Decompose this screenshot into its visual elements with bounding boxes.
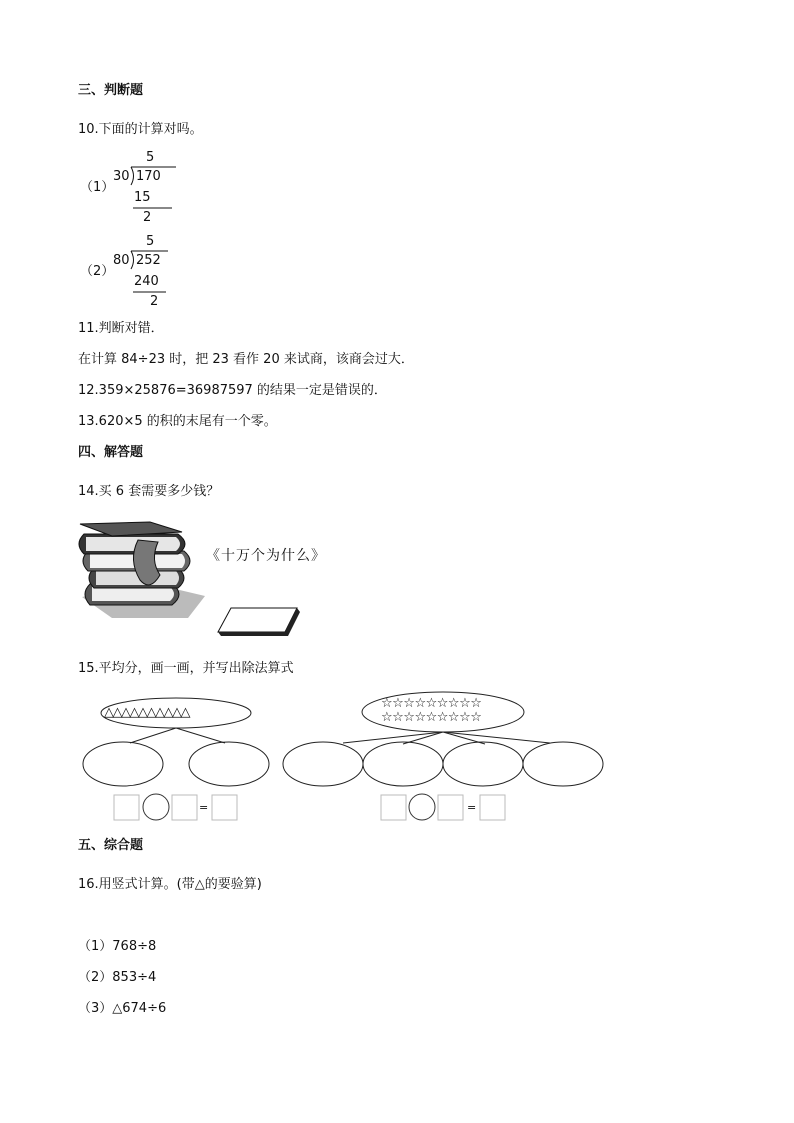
answer-box-right-1: [381, 795, 406, 820]
division-1-divisor: 30: [113, 169, 130, 184]
division-1-product: 15: [134, 190, 151, 205]
group-oval-c: [443, 742, 523, 786]
calc-item-2: （2）853÷4: [78, 970, 157, 985]
division-2-quotient: 5: [146, 234, 155, 249]
triangles-set: △△△△△△△△△△: [104, 705, 189, 720]
operator-circle-left: [143, 794, 169, 820]
question-11: 11.判断对错．: [78, 321, 164, 336]
books-stack-icon: [79, 522, 205, 618]
equals-sign-left: =: [199, 801, 209, 814]
question-14: 14.买 6 套需要多少钱？: [78, 484, 220, 499]
answer-box-right-2: [438, 795, 463, 820]
group-oval-d: [523, 742, 603, 786]
division-1-label: （1）: [80, 180, 115, 195]
right-division-diagram: [283, 692, 603, 820]
price-tag-icon: [218, 608, 300, 636]
calc-item-3: （3）△674÷6: [78, 1001, 167, 1016]
triangles-oval: [101, 698, 251, 728]
section-title-comprehensive: 五、综合题: [78, 838, 144, 853]
question-11-detail: 在计算 84÷23 时，把 23 看作 20 来试商，该商会过大．: [78, 352, 414, 367]
stars-row-1: ☆☆☆☆☆☆☆☆☆: [381, 696, 482, 711]
operator-circle-right: [409, 794, 435, 820]
answer-box-left-2: [172, 795, 197, 820]
division-2-label: （2）: [80, 264, 115, 279]
section-title-answer: 四、解答题: [78, 445, 144, 460]
stars-oval: [362, 692, 524, 732]
group-oval-b: [363, 742, 443, 786]
section-title-judgment: 三、判断题: [78, 83, 144, 98]
question-16: 16.用竖式计算。(带△的要验算): [78, 877, 262, 892]
equals-sign-right: =: [467, 801, 477, 814]
division-1-bracket: [131, 167, 176, 208]
left-division-diagram: [83, 698, 269, 820]
division-2-product: 240: [134, 274, 159, 289]
answer-box-left-3: [212, 795, 237, 820]
division-1-dividend: 170: [136, 169, 161, 184]
question-10: 10.下面的计算对吗。: [78, 122, 203, 137]
group-oval-a: [283, 742, 363, 786]
question-12: 12.359×25876=36987597 的结果一定是错误的．: [78, 383, 387, 398]
question-15: 15.平均分，画一画，并写出除法算式: [78, 661, 294, 676]
division-2-bracket: [131, 251, 168, 292]
division-1-quotient: 5: [146, 150, 155, 165]
stars-row-2: ☆☆☆☆☆☆☆☆☆: [381, 710, 482, 725]
division-2-divisor: 80: [113, 253, 130, 268]
group-oval-2: [189, 742, 269, 786]
division-2-dividend: 252: [136, 253, 161, 268]
question-13: 13.620×5 的积的末尾有一个零。: [78, 414, 277, 429]
calc-item-1: （1）768÷8: [78, 939, 157, 954]
answer-box-left-1: [114, 795, 139, 820]
division-2-remainder: 2: [150, 294, 159, 309]
book-title: 《十万个为什么》: [206, 548, 326, 564]
division-1-remainder: 2: [143, 210, 152, 225]
group-oval-1: [83, 742, 163, 786]
answer-box-right-3: [480, 795, 505, 820]
